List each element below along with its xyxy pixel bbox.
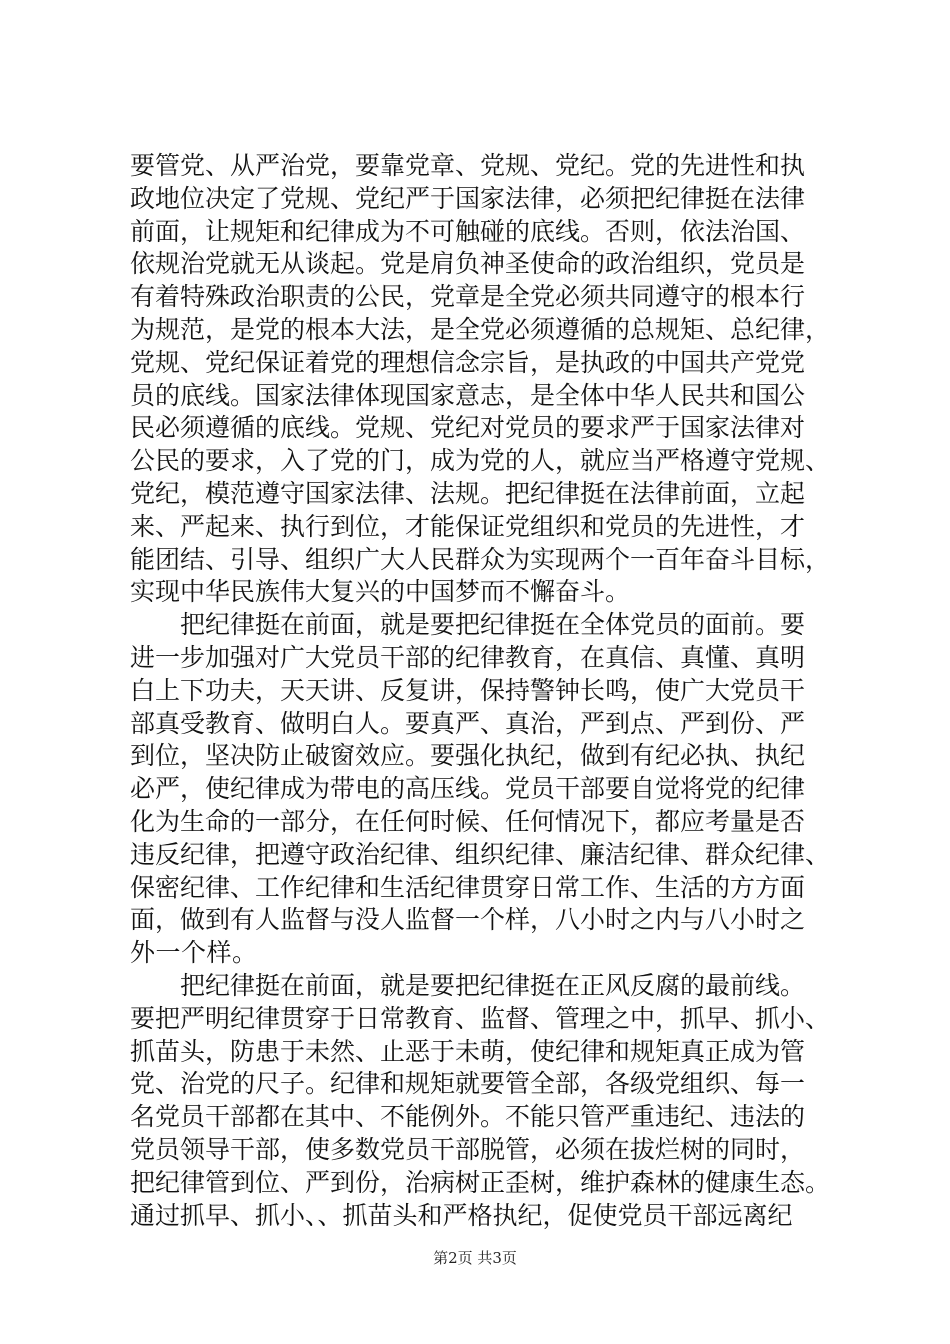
page-number-label: 第2页 共3页	[433, 1249, 517, 1267]
text-line: 必严，使纪律成为带电的高压线。党员干部要自觉将党的纪律	[130, 774, 806, 804]
text-line: 党规、党纪保证着党的理想信念宗旨，是执政的中国共产党党	[130, 347, 806, 377]
text-line: 面，做到有人监督与没人监督一个样，八小时之内与八小时之	[130, 905, 806, 935]
page-footer	[0, 1248, 950, 1268]
text-line: 外一个样。	[130, 938, 258, 968]
text-line: 为规范，是党的根本大法，是全党必须遵循的总规矩、总纪律，	[130, 314, 831, 344]
text-line: 违反纪律，把遵守政治纪律、组织纪律、廉洁纪律、群众纪律、	[130, 839, 831, 869]
text-line: 名党员干部都在其中、不能例外。不能只管严重违纪、违法的	[130, 1102, 806, 1132]
text-line: 依规治党就无从谈起。党是肩负神圣使命的政治组织，党员是	[130, 249, 806, 279]
text-line: 通过抓早、抓小、、抓苗头和严格执纪，促使党员干部远离纪	[130, 1200, 793, 1230]
text-line: 把纪律挺在前面，就是要把纪律挺在全体党员的面前。要	[130, 610, 806, 640]
text-line: 来、严起来、执行到位，才能保证党组织和党员的先进性，才	[130, 511, 806, 541]
text-line: 党员领导干部，使多数党员干部脱管，必须在拔烂树的同时，	[130, 1134, 806, 1164]
text-line: 有着特殊政治职责的公民，党章是全党必须共同遵守的根本行	[130, 282, 806, 312]
text-line: 能团结、引导、组织广大人民群众为实现两个一百年奋斗目标，	[130, 544, 831, 574]
text-line: 进一步加强对广大党员干部的纪律教育，在真信、真懂、真明	[130, 642, 806, 672]
text-line: 把纪律管到位、严到份，治病树正歪树，维护森林的健康生态。	[130, 1167, 831, 1197]
text-line: 政地位决定了党规、党纪严于国家法律，必须把纪律挺在法律	[130, 183, 806, 213]
text-line: 党、治党的尺子。纪律和规矩就要管全部，各级党组织、每一	[130, 1069, 806, 1099]
text-line: 民必须遵循的底线。党规、党纪对党员的要求严于国家法律对	[130, 413, 806, 443]
text-line: 保密纪律、工作纪律和生活纪律贯穿日常工作、生活的方方面	[130, 872, 806, 902]
text-line: 抓苗头，防患于未然、止恶于未萌，使纪律和规矩真正成为管	[130, 1036, 806, 1066]
text-line: 党纪，模范遵守国家法律、法规。把纪律挺在法律前面，立起	[130, 478, 806, 508]
text-line: 化为生命的一部分，在任何时候、任何情况下，都应考量是否	[130, 806, 806, 836]
text-line: 前面，让规矩和纪律成为不可触碰的底线。否则，依法治国、	[130, 216, 806, 246]
text-line: 公民的要求，入了党的门，成为党的人，就应当严格遵守党规、	[130, 446, 831, 476]
text-line: 把纪律挺在前面，就是要把纪律挺在正风反腐的最前线。	[130, 970, 806, 1000]
document-body	[130, 150, 830, 1232]
text-line: 要把严明纪律贯穿于日常教育、监督、管理之中，抓早、抓小、	[130, 1003, 831, 1033]
text-line: 到位，坚决防止破窗效应。要强化执纪，做到有纪必执、执纪	[130, 741, 806, 771]
text-line: 要管党、从严治党，要靠党章、党规、党纪。党的先进性和执	[130, 151, 806, 180]
text-line: 部真受教育、做明白人。要真严、真治，严到点、严到份、严	[130, 708, 806, 738]
text-line: 白上下功夫，天天讲、反复讲，保持警钟长鸣，使广大党员干	[130, 675, 806, 705]
text-line: 员的底线。国家法律体现国家意志，是全体中华人民共和国公	[130, 380, 806, 410]
text-line: 实现中华民族伟大复兴的中国梦而不懈奋斗。	[130, 577, 631, 607]
